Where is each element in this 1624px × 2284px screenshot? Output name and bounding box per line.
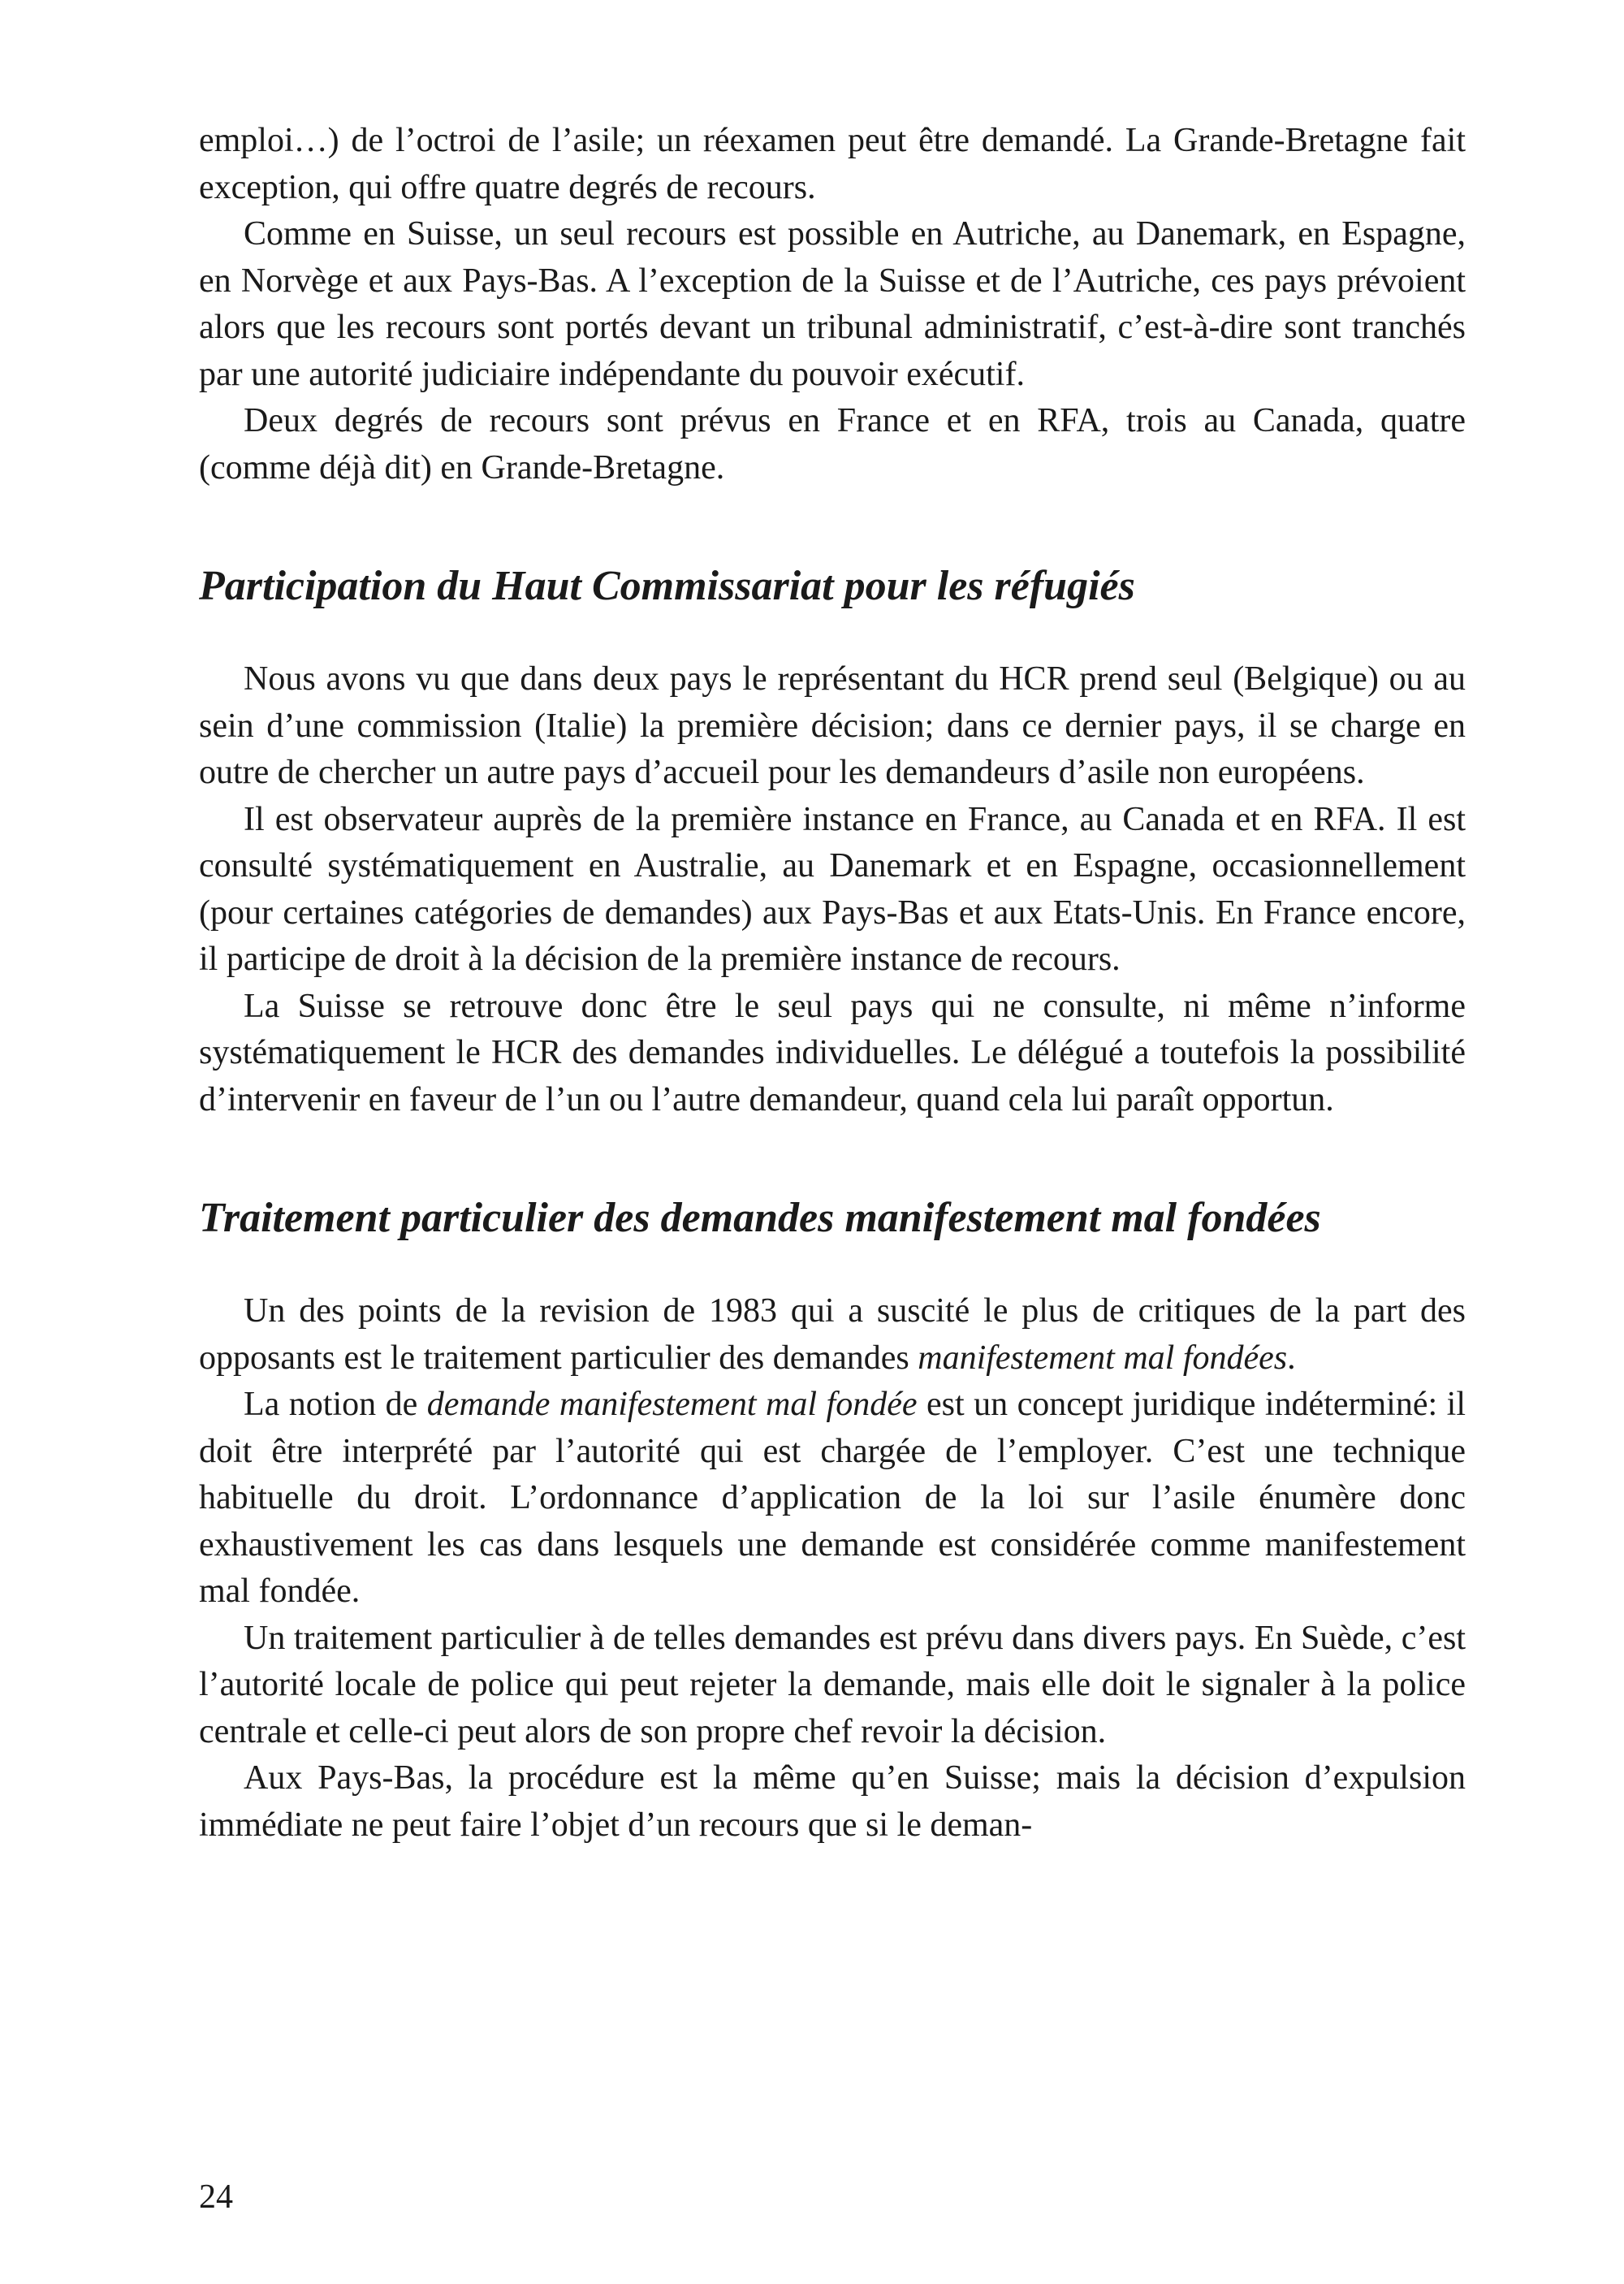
text-run: La notion de bbox=[244, 1386, 427, 1423]
page-body bbox=[199, 118, 1466, 1849]
paragraph-single-appeal: Comme en Suisse, un seul recours est possible en Autriche, au Danemark, en Espagne, en Norvège et aux Pays-Bas. A l’exception de la Suisse et de l’Autriche, ces pays prévoient alors que les recours sont portés devant un tribunal administratif, c’est-à-dire sont tranchés par une autorité judiciaire indépendante du pouvoir exécutif. bbox=[199, 215, 1466, 393]
section-heading-unfounded-requests: Traitement particulier des demandes manifestement mal fondées bbox=[199, 1195, 1321, 1241]
text-run: est un concept juridique indéterminé: il doit être interprété par l’autorité qui est chargée de l’employer. C’est une technique habituelle du droit. L’ordonnance d’application de la loi sur l’asile énumère donc exhaustivement les cas dans lesquels une demande est considérée comme manifestement mal fondée. bbox=[199, 1386, 1466, 1610]
paragraph-hcr-decision: Nous avons vu que dans deux pays le représentant du HCR prend seul (Belgique) ou au sein d’une commission (Italie) la première décision; dans ce dernier pays, il se charge en outre de chercher un autre pays d’accueil pour les demandeurs d’asile non européens. bbox=[199, 660, 1466, 791]
section-heading-hcr: Participation du Haut Commissariat pour les réfugiés bbox=[199, 563, 1135, 609]
paragraph-sweden: Un traitement particulier à de telles demandes est prévu dans divers pays. En Suède, c’est l’autorité locale de police qui peut rejeter la demande, mais elle doit le signaler à la police centrale et celle-ci peut alors de son propre chef revoir la décision. bbox=[199, 1619, 1466, 1750]
italic-term: demande manifestement mal fondée bbox=[426, 1386, 918, 1423]
text-run: . bbox=[1287, 1339, 1296, 1377]
page-number: 24 bbox=[199, 2178, 233, 2216]
paragraph-hcr-observer: Il est observateur auprès de la première instance en France, au Canada et en RFA. Il est consulté systématiquement en Australie, au Danemark et en Espagne, occasionnellement (pour certaines catégories de demandes) aux Pays-Bas et aux Etats-Unis. En France encore, il participe de droit à la décision de la première instance de recours. bbox=[199, 800, 1466, 978]
italic-term: manifestement mal fondées bbox=[918, 1339, 1288, 1377]
paragraph-hcr-switzerland: La Suisse se retrouve donc être le seul pays qui ne consulte, ni même n’informe systématiquement le HCR des demandes individuelles. Le délégué a toutefois la possibilité d’intervenir en faveur de l’un ou l’autre demandeur, quand cela lui paraît opportun. bbox=[199, 987, 1466, 1118]
text-run: Un des points de la revision de 1983 qui a suscité le plus de critiques de la part des opposants est le traitement particulier des demandes bbox=[199, 1292, 1466, 1377]
paragraph-netherlands: Aux Pays-Bas, la procédure est la même qu’en Suisse; mais la décision d’expulsion immédiate ne peut faire l’objet d’un recours que si le deman- bbox=[199, 1759, 1466, 1844]
paragraph-appeal-degrees: Deux degrés de recours sont prévus en France et en RFA, trois au Canada, quatre (comme déjà dit) en Grande-Bretagne. bbox=[199, 402, 1466, 487]
paragraph-intro-continuation: emploi…) de l’octroi de l’asile; un réexamen peut être demandé. La Grande-Bretagne fait exception, qui offre quatre degrés de recours. bbox=[199, 122, 1466, 206]
paragraph-revision-1983 bbox=[199, 1288, 1466, 1382]
paragraph-legal-concept bbox=[199, 1382, 1466, 1616]
